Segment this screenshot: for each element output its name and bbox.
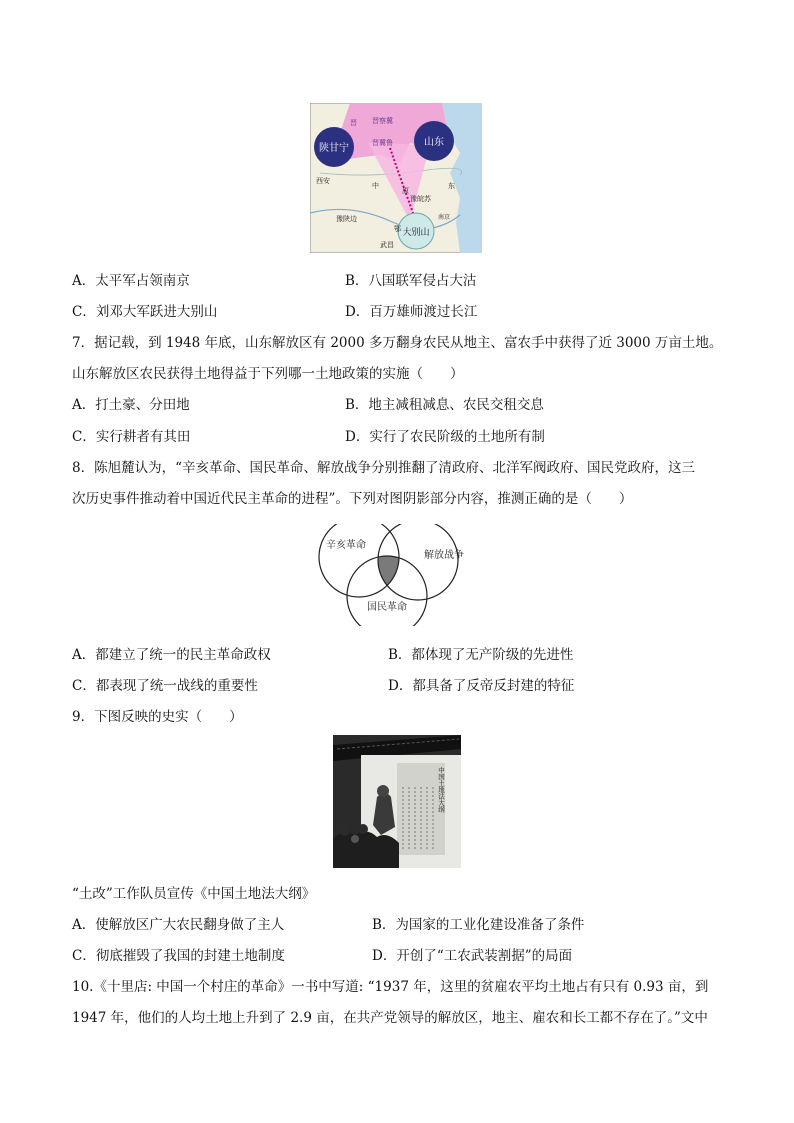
photo-crowd-head-3 xyxy=(351,835,359,843)
q6-option-c: C．刘邓大军跃进大别山 xyxy=(72,304,218,320)
photo-crowd-head-1 xyxy=(340,826,350,836)
q10-stem-line2: 1947 年，他们的人均土地上升到了 2.9 亩，在共产党领导的解放区，地主、雇农和长工都不存在了。”文中 xyxy=(72,1010,708,1026)
q9-option-b: B．为国家的工业化建设准备了条件 xyxy=(372,917,585,933)
q7-option-a: A．打土豪、分田地 xyxy=(72,397,190,413)
q8-stem-line1: 8．陈旭麓认为，“辛亥革命、国民革命、解放战争分别推翻了清政府、北洋军阀政府、国民党政府，这三 xyxy=(72,460,695,476)
map-label-dong: 东 xyxy=(448,182,455,190)
photo-crowd xyxy=(333,831,399,868)
photo-crowd-head-2 xyxy=(358,824,368,834)
map-label-xian: 西安 xyxy=(316,177,330,185)
map-label-shandong: 山东 xyxy=(424,137,444,148)
q6-option-a: A．太平军占领南京 xyxy=(72,273,190,289)
map-label-yuwansu: 豫皖苏 xyxy=(410,195,431,203)
q9-option-d: D．开创了“工农武装割据”的局面 xyxy=(372,948,573,964)
q6-option-d: D．百万雄师渡过长江 xyxy=(345,304,478,320)
map-label-jin: 晋 xyxy=(350,119,357,127)
q9-option-c: C．彻底摧毁了我国的封建土地制度 xyxy=(72,948,285,964)
photo-poster-title: 中国土地法大纲 xyxy=(437,767,445,813)
q8-option-c: C．都表现了统一战线的重要性 xyxy=(72,678,258,694)
map-label-jinchaji: 晋察冀 xyxy=(372,117,393,125)
map-label-yuan: 原 xyxy=(402,187,409,195)
map-label-shaanganning: 陕甘宁 xyxy=(319,143,349,154)
map-label-e: 鄂 xyxy=(394,225,401,233)
map-label-yushan: 豫陕边 xyxy=(336,215,357,223)
venn-label-a: 辛亥革命 xyxy=(326,540,366,551)
map-label-dabieshan: 大别山 xyxy=(402,228,430,238)
map-label-nanjing: 南京 xyxy=(438,214,451,221)
q7-stem-line1: 7．据记载，到 1948 年底，山东解放区有 2000 多万翻身农民从地主、富农手中获得了近 3000 万亩土地。 xyxy=(72,335,723,351)
map-label-zhong: 中 xyxy=(372,182,379,190)
photo-land-reform xyxy=(333,735,461,868)
q8-option-a: A．都建立了统一的民主革命政权 xyxy=(72,647,271,663)
venn-label-b: 解放战争 xyxy=(424,550,464,561)
q7-option-c: C．实行耕者有其田 xyxy=(72,429,191,445)
q8-stem-line2: 次历史事件推动着中国近代民主革命的进程”。下列对图阴影部分内容，推测正确的是（ ） xyxy=(72,491,633,507)
photo-person-head xyxy=(377,785,389,797)
q7-option-d: D．实行了农民阶级的土地所有制 xyxy=(345,429,545,445)
q10-stem-line1: 10.《十里店: 中国一个村庄的革命》一书中写道: “1937 年，这里的贫雇农平均土地占有只有 0.93 亩，到 xyxy=(72,979,709,995)
q9-stem: 9．下图反映的史实（ ） xyxy=(72,709,243,725)
q8-option-b: B．都体现了无产阶级的先进性 xyxy=(388,647,574,663)
map-label-jinjilu: 晋冀鲁 xyxy=(372,139,393,147)
q7-stem-line2: 山东解放区农民获得土地得益于下列哪一土地政策的实施（ ） xyxy=(72,366,464,382)
q8-option-d: D．都具备了反帝反封建的特征 xyxy=(388,678,575,694)
venn-label-c: 国民革命 xyxy=(367,602,407,613)
q7-option-b: B．地主减租减息、农民交租交息 xyxy=(345,397,544,413)
map-label-wuhan: 武昌 xyxy=(380,241,394,249)
q6-option-b: B．八国联军侵占大沽 xyxy=(345,273,477,289)
q9-option-a: A．使解放区广大农民翻身做了主人 xyxy=(72,917,285,933)
venn-diagram xyxy=(316,524,478,626)
q9-photo-caption: “土改”工作队员宣传《中国土地法大纲》 xyxy=(72,886,316,902)
venn-shaded-area xyxy=(347,556,427,626)
map-figure xyxy=(310,103,482,253)
